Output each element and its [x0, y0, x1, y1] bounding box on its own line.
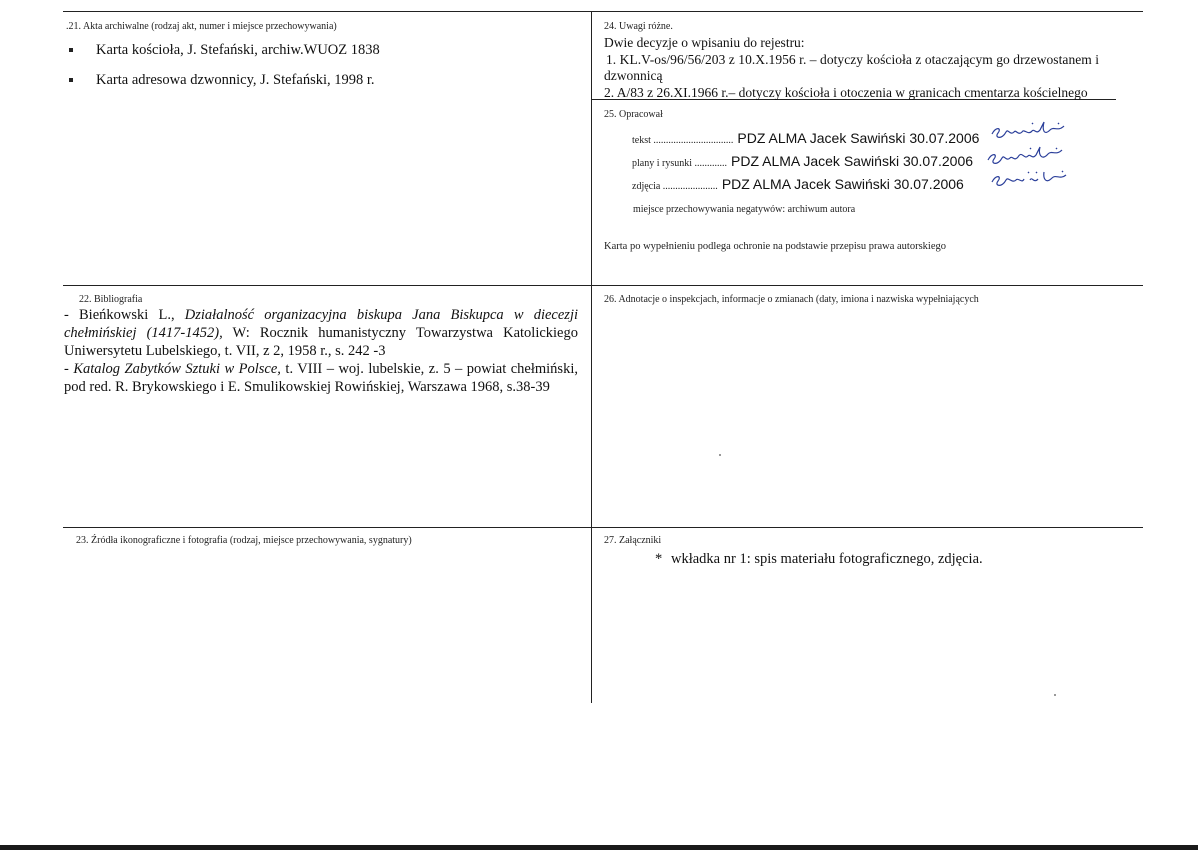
scan-speck — [719, 454, 721, 456]
square-bullet-icon — [69, 48, 73, 52]
register-decision-1: 1. KL.V-os/96/56/203 z 10.X.1956 r. – dotyczy kościoła z otaczającym go drzewostanem i — [606, 51, 1100, 67]
copyright-notice: Karta po wypełnieniu podlega ochronie na podstawie przepisu prawa autorskiego — [604, 241, 947, 252]
section23-label: 23. Źródła ikonograficzne i fotografia (rodzaj, miejsce przechowywania, sygnatury) — [76, 535, 412, 546]
scan-bottom-edge — [0, 845, 1198, 850]
handwritten-signature-1 — [988, 118, 1072, 144]
negatives-storage: miejsce przechowywania negatywów: archiwum autora — [633, 204, 856, 215]
register-heading: Dwie decyzje o wpisaniu do rejestru: — [604, 35, 805, 50]
handwritten-signature-3 — [988, 166, 1072, 192]
asterisk-bullet-icon: * — [655, 551, 663, 567]
prepared-text-row — [632, 130, 979, 146]
section22-label: 22. Bibliografia — [79, 294, 143, 305]
section24-label: 24. Uwagi różne. — [604, 21, 673, 32]
prepared-photos-value: PDZ ALMA Jacek Sawiński 30.07.2006 — [721, 176, 964, 192]
list-item: Karta kościoła, J. Stefański, archiw.WUOZ 1838 — [66, 41, 576, 59]
prepared-photos-key: zdjęcia ...................... — [632, 181, 718, 192]
section27-label: 27. Załączniki — [604, 535, 662, 546]
bibliography — [64, 306, 578, 396]
prepared-text-key: tekst ................................ — [632, 135, 734, 146]
register-decisions — [604, 35, 1119, 101]
bibliography-entry-2: - Katalog Zabytków Sztuki w Polsce, t. VIII – woj. lubelskie, z. 5 – powiat chełmiński, pod red. R. Brykowskiego i E. Smulikowskiej Rowińskiej, Warszawa 1968, s.38-39 — [64, 361, 578, 395]
register-decision-2: 2. A/83 z 26.XI.1966 r.– dotyczy kościoła i otoczenia w granicach cmentarza kościelnego — [604, 84, 1088, 100]
prepared-text-value: PDZ ALMA Jacek Sawiński 30.07.2006 — [737, 130, 980, 146]
prepared-plans-value: PDZ ALMA Jacek Sawiński 30.07.2006 — [731, 153, 974, 169]
list-item: Karta adresowa dzwonnicy, J. Stefański, 1998 r. — [66, 71, 576, 89]
archival-records-list — [66, 41, 576, 101]
prepared-plans-row — [632, 153, 973, 169]
handwritten-signature-2 — [984, 142, 1068, 168]
attachment-item: * wkładka nr 1: spis materiału fotograficznego, zdjęcia. — [655, 551, 983, 567]
section26-label: 26. Adnotacje o inspekcjach, informacje o zmianach (daty, imiona i nazwiska wypełniających — [604, 294, 979, 305]
bibliography-entry-1: - Bieńkowski L., Działalność organizacyjna biskupa Jana Biskupca w diecezji chełmińskiej (1417-1452), W: Rocznik humanistyczny Towarzystwa Katolickiego Uniwersytetu Lubelskiego, t. VII, z 2, 1958 r., s. 242 -3 — [64, 307, 579, 359]
column-divider — [591, 11, 592, 703]
prepared-plans-key: plany i rysunki ............. — [632, 158, 727, 169]
square-bullet-icon — [69, 78, 73, 82]
section21-label: .21. Akta archiwalne (rodzaj akt, numer i miejsce przechowywania) — [66, 21, 337, 32]
top-border — [63, 11, 1143, 12]
row1-separator — [63, 285, 1143, 286]
register-decision-1-cont: dzwonnicą — [604, 68, 663, 83]
scan-speck — [1054, 694, 1056, 696]
row2-separator — [63, 527, 1143, 528]
prepared-photos-row — [632, 176, 964, 192]
section25-label: 25. Opracował — [604, 109, 663, 120]
